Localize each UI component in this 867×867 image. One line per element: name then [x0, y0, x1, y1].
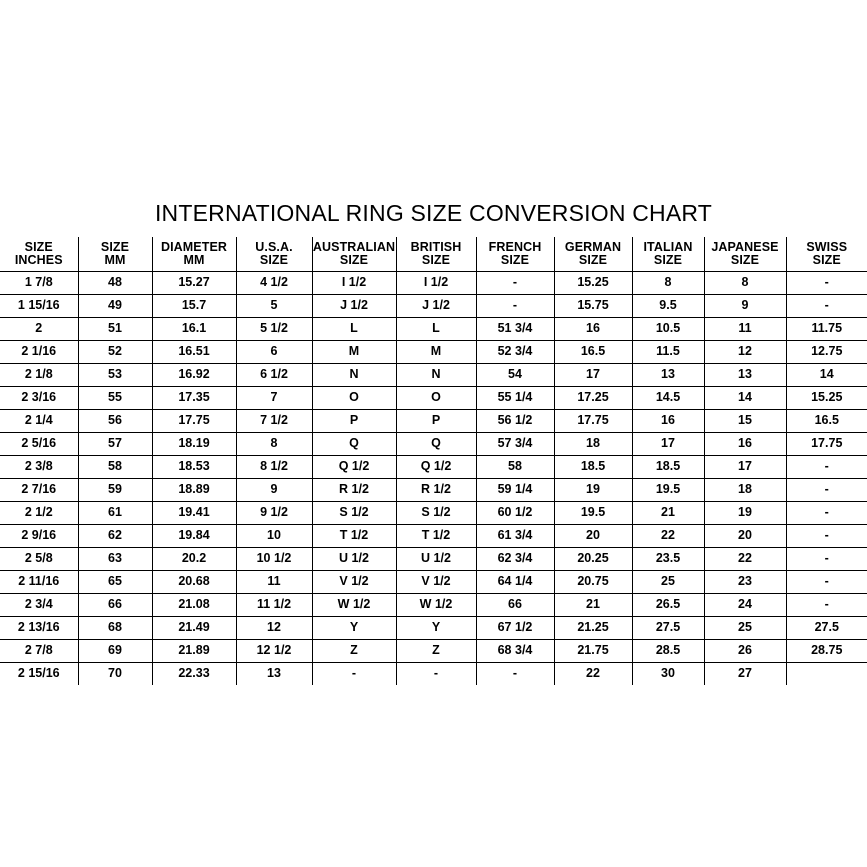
table-cell: 19.84	[152, 525, 236, 548]
table-cell: 56 1/2	[476, 410, 554, 433]
table-cell: -	[786, 295, 867, 318]
table-cell: 6 1/2	[236, 364, 312, 387]
table-cell: 49	[78, 295, 152, 318]
table-row	[0, 318, 867, 341]
table-row	[0, 617, 867, 640]
column-header-2	[152, 237, 236, 272]
table-cell: 61 3/4	[476, 525, 554, 548]
column-header-line: SIZE	[578, 253, 608, 267]
table-cell: 12	[236, 617, 312, 640]
table-cell: 13	[236, 663, 312, 686]
table-body	[0, 272, 867, 686]
column-header-line: SIZE	[653, 253, 683, 267]
table-cell: 8	[236, 433, 312, 456]
table-cell: 10	[236, 525, 312, 548]
table-cell: -	[476, 295, 554, 318]
table-row	[0, 410, 867, 433]
table-cell: 30	[632, 663, 704, 686]
table-cell: 17.35	[152, 387, 236, 410]
table-cell: 70	[78, 663, 152, 686]
column-header-6	[476, 237, 554, 272]
column-header-line: SIZE	[812, 253, 841, 267]
table-cell: 1 15/16	[0, 295, 78, 318]
table-cell: 7 1/2	[236, 410, 312, 433]
column-header-line: ITALIAN	[643, 239, 693, 254]
table-cell: 2 9/16	[0, 525, 78, 548]
table-cell: 65	[78, 571, 152, 594]
table-cell: 21.49	[152, 617, 236, 640]
table-cell: 22	[632, 525, 704, 548]
table-cell: 24	[704, 594, 786, 617]
table-cell: 25	[704, 617, 786, 640]
table-cell: 67 1/2	[476, 617, 554, 640]
table-cell: 17.75	[786, 433, 867, 456]
table-cell: 2 15/16	[0, 663, 78, 686]
table-cell: 8 1/2	[236, 456, 312, 479]
page-title: INTERNATIONAL RING SIZE CONVERSION CHART	[154, 200, 713, 226]
table-cell: U 1/2	[396, 548, 476, 571]
table-cell: 51 3/4	[476, 318, 554, 341]
column-header-5	[396, 237, 476, 272]
table-cell: 18.89	[152, 479, 236, 502]
column-header-8	[632, 237, 704, 272]
table-cell: 68	[78, 617, 152, 640]
table-cell: 2 3/4	[0, 594, 78, 617]
column-header-line: SIZE	[500, 253, 530, 267]
table-cell: 22	[554, 663, 632, 686]
table-cell: 16	[554, 318, 632, 341]
table-cell: 12 1/2	[236, 640, 312, 663]
table-cell: 60 1/2	[476, 502, 554, 525]
table-cell: 2 5/8	[0, 548, 78, 571]
table-cell: Y	[312, 617, 396, 640]
table-row	[0, 456, 867, 479]
table-row	[0, 364, 867, 387]
table-cell: 27.5	[632, 617, 704, 640]
table-cell: T 1/2	[312, 525, 396, 548]
column-header-line: BRITISH	[410, 239, 462, 254]
table-cell: 19.41	[152, 502, 236, 525]
table-cell: 55 1/4	[476, 387, 554, 410]
column-header-line: SIZE	[421, 253, 451, 267]
column-header-line: FRENCH	[488, 239, 542, 254]
table-cell: 7	[236, 387, 312, 410]
column-header-line: SIZE	[339, 253, 369, 267]
table-cell: 20.2	[152, 548, 236, 571]
column-header-line: JAPANESE	[711, 239, 779, 254]
table-cell: W 1/2	[312, 594, 396, 617]
table-cell: 2 7/8	[0, 640, 78, 663]
column-header-line: DIAMETER	[160, 239, 228, 254]
column-header-line: AUSTRALIAN	[312, 239, 396, 254]
chart-container	[0, 200, 867, 685]
table-row	[0, 341, 867, 364]
table-cell: 56	[78, 410, 152, 433]
table-row	[0, 387, 867, 410]
table-cell: 57 3/4	[476, 433, 554, 456]
table-cell: 9	[236, 479, 312, 502]
table-cell: 14	[786, 364, 867, 387]
table-cell: O	[396, 387, 476, 410]
column-header-3	[236, 237, 312, 272]
table-cell: R 1/2	[396, 479, 476, 502]
table-cell: 19.5	[554, 502, 632, 525]
table-cell: J 1/2	[312, 295, 396, 318]
table-cell: N	[396, 364, 476, 387]
table-cell: 51	[78, 318, 152, 341]
table-cell: 15	[704, 410, 786, 433]
table-cell: P	[396, 410, 476, 433]
table-cell: 17	[704, 456, 786, 479]
table-cell: 21	[554, 594, 632, 617]
table-cell: M	[396, 341, 476, 364]
table-cell: 4 1/2	[236, 272, 312, 295]
table-cell: 2 3/16	[0, 387, 78, 410]
table-cell: 17.75	[554, 410, 632, 433]
table-cell: 59 1/4	[476, 479, 554, 502]
table-cell: 16.92	[152, 364, 236, 387]
ring-size-conversion-table	[0, 237, 867, 685]
table-cell: 58	[78, 456, 152, 479]
table-cell: 19	[704, 502, 786, 525]
table-cell: 8	[632, 272, 704, 295]
table-cell: R 1/2	[312, 479, 396, 502]
table-cell: -	[476, 663, 554, 686]
table-cell: 2 5/16	[0, 433, 78, 456]
table-cell: -	[312, 663, 396, 686]
table-cell: V 1/2	[396, 571, 476, 594]
table-cell: -	[786, 594, 867, 617]
table-row	[0, 571, 867, 594]
table-cell: 12	[704, 341, 786, 364]
table-cell: N	[312, 364, 396, 387]
table-cell: S 1/2	[396, 502, 476, 525]
table-row	[0, 548, 867, 571]
table-cell: P	[312, 410, 396, 433]
table-cell: J 1/2	[396, 295, 476, 318]
table-cell	[786, 663, 867, 686]
table-cell: 9.5	[632, 295, 704, 318]
table-cell: 21.08	[152, 594, 236, 617]
table-cell: 15.25	[786, 387, 867, 410]
table-cell: 18.53	[152, 456, 236, 479]
column-header-7	[554, 237, 632, 272]
table-cell: 26	[704, 640, 786, 663]
table-cell: -	[476, 272, 554, 295]
table-cell: -	[786, 272, 867, 295]
table-cell: 11	[704, 318, 786, 341]
table-cell: 16	[632, 410, 704, 433]
table-cell: 28.75	[786, 640, 867, 663]
table-cell: 58	[476, 456, 554, 479]
table-cell: U 1/2	[312, 548, 396, 571]
table-cell: 8	[704, 272, 786, 295]
table-cell: 59	[78, 479, 152, 502]
table-cell: I 1/2	[312, 272, 396, 295]
table-cell: 14.5	[632, 387, 704, 410]
table-cell: S 1/2	[312, 502, 396, 525]
table-cell: 66	[78, 594, 152, 617]
column-header-line: U.S.A.	[255, 239, 293, 254]
column-header-line: SWISS	[806, 239, 848, 254]
table-cell: I 1/2	[396, 272, 476, 295]
table-cell: 21.89	[152, 640, 236, 663]
table-cell: W 1/2	[396, 594, 476, 617]
table-cell: 53	[78, 364, 152, 387]
table-cell: T 1/2	[396, 525, 476, 548]
table-cell: 16	[704, 433, 786, 456]
table-cell: 19.5	[632, 479, 704, 502]
table-cell: 22.33	[152, 663, 236, 686]
table-cell: 17	[632, 433, 704, 456]
table-cell: 2 1/8	[0, 364, 78, 387]
table-cell: -	[786, 479, 867, 502]
table-cell: 61	[78, 502, 152, 525]
table-cell: 11.75	[786, 318, 867, 341]
table-cell: 25	[632, 571, 704, 594]
table-cell: Q 1/2	[396, 456, 476, 479]
table-cell: 2	[0, 318, 78, 341]
table-cell: 23	[704, 571, 786, 594]
table-cell: 18.19	[152, 433, 236, 456]
table-cell: 2 11/16	[0, 571, 78, 594]
table-cell: 22	[704, 548, 786, 571]
table-row	[0, 502, 867, 525]
table-cell: Z	[396, 640, 476, 663]
table-cell: 15.75	[554, 295, 632, 318]
column-header-10	[786, 237, 867, 272]
table-header	[0, 237, 867, 272]
table-cell: 10 1/2	[236, 548, 312, 571]
table-cell: 20	[704, 525, 786, 548]
table-cell: L	[396, 318, 476, 341]
table-cell: V 1/2	[312, 571, 396, 594]
table-cell: 9 1/2	[236, 502, 312, 525]
table-cell: 17.75	[152, 410, 236, 433]
table-cell: 52	[78, 341, 152, 364]
table-cell: 18	[554, 433, 632, 456]
table-cell: 2 1/4	[0, 410, 78, 433]
table-cell: 57	[78, 433, 152, 456]
table-cell: M	[312, 341, 396, 364]
table-cell: -	[786, 502, 867, 525]
table-cell: 13	[632, 364, 704, 387]
table-cell: 10.5	[632, 318, 704, 341]
table-cell: 54	[476, 364, 554, 387]
table-cell: 16.5	[786, 410, 867, 433]
table-header-row	[0, 237, 867, 272]
table-cell: 64 1/4	[476, 571, 554, 594]
column-header-1	[78, 237, 152, 272]
table-cell: 13	[704, 364, 786, 387]
table-cell: 63	[78, 548, 152, 571]
table-cell: Q 1/2	[312, 456, 396, 479]
table-cell: 66	[476, 594, 554, 617]
table-cell: Q	[312, 433, 396, 456]
table-cell: 27	[704, 663, 786, 686]
table-cell: 15.7	[152, 295, 236, 318]
table-cell: 20	[554, 525, 632, 548]
table-cell: 2 1/2	[0, 502, 78, 525]
table-cell: 11 1/2	[236, 594, 312, 617]
table-row	[0, 640, 867, 663]
table-cell: 5	[236, 295, 312, 318]
column-header-4	[312, 237, 396, 272]
table-cell: 16.1	[152, 318, 236, 341]
table-row	[0, 594, 867, 617]
table-cell: 52 3/4	[476, 341, 554, 364]
table-cell: 21.75	[554, 640, 632, 663]
table-cell: 20.68	[152, 571, 236, 594]
table-cell: 15.25	[554, 272, 632, 295]
column-header-line: MM	[104, 253, 126, 267]
table-cell: 17	[554, 364, 632, 387]
table-cell: 2 1/16	[0, 341, 78, 364]
table-row	[0, 272, 867, 295]
column-header-line: SIZE	[24, 239, 53, 254]
table-cell: 21.25	[554, 617, 632, 640]
table-cell: 18.5	[554, 456, 632, 479]
table-cell: 28.5	[632, 640, 704, 663]
table-cell: -	[786, 456, 867, 479]
table-cell: -	[786, 548, 867, 571]
table-cell: 48	[78, 272, 152, 295]
table-cell: 2 3/8	[0, 456, 78, 479]
column-header-line: SIZE	[730, 253, 760, 267]
table-cell: 15.27	[152, 272, 236, 295]
table-cell: 11.5	[632, 341, 704, 364]
table-cell: 2 13/16	[0, 617, 78, 640]
table-cell: 5 1/2	[236, 318, 312, 341]
table-cell: 19	[554, 479, 632, 502]
table-cell: 18	[704, 479, 786, 502]
table-cell: 62 3/4	[476, 548, 554, 571]
table-cell: L	[312, 318, 396, 341]
table-cell: 11	[236, 571, 312, 594]
column-header-line: SIZE	[100, 239, 130, 254]
table-cell: 1 7/8	[0, 272, 78, 295]
table-row	[0, 663, 867, 686]
column-header-line: SIZE	[259, 253, 289, 267]
column-header-9	[704, 237, 786, 272]
table-cell: 16.51	[152, 341, 236, 364]
table-cell: 9	[704, 295, 786, 318]
table-cell: 18.5	[632, 456, 704, 479]
table-cell: 23.5	[632, 548, 704, 571]
table-cell: 17.25	[554, 387, 632, 410]
table-cell: 14	[704, 387, 786, 410]
table-cell: 69	[78, 640, 152, 663]
table-cell: -	[786, 525, 867, 548]
table-cell: 27.5	[786, 617, 867, 640]
table-cell: 26.5	[632, 594, 704, 617]
table-cell: Z	[312, 640, 396, 663]
column-header-line: MM	[183, 253, 205, 267]
table-cell: O	[312, 387, 396, 410]
table-cell: 20.75	[554, 571, 632, 594]
table-cell: Y	[396, 617, 476, 640]
table-cell: 55	[78, 387, 152, 410]
table-cell: 20.25	[554, 548, 632, 571]
table-cell: 68 3/4	[476, 640, 554, 663]
table-row	[0, 295, 867, 318]
table-cell: 62	[78, 525, 152, 548]
table-cell: 21	[632, 502, 704, 525]
table-cell: 6	[236, 341, 312, 364]
table-row	[0, 433, 867, 456]
table-cell: -	[786, 571, 867, 594]
table-row	[0, 479, 867, 502]
column-header-0	[0, 237, 78, 272]
column-header-line: GERMAN	[564, 239, 622, 254]
table-cell: 2 7/16	[0, 479, 78, 502]
column-header-line: INCHES	[14, 253, 63, 267]
table-row	[0, 525, 867, 548]
table-cell: Q	[396, 433, 476, 456]
table-cell: 12.75	[786, 341, 867, 364]
table-cell: 16.5	[554, 341, 632, 364]
table-cell: -	[396, 663, 476, 686]
